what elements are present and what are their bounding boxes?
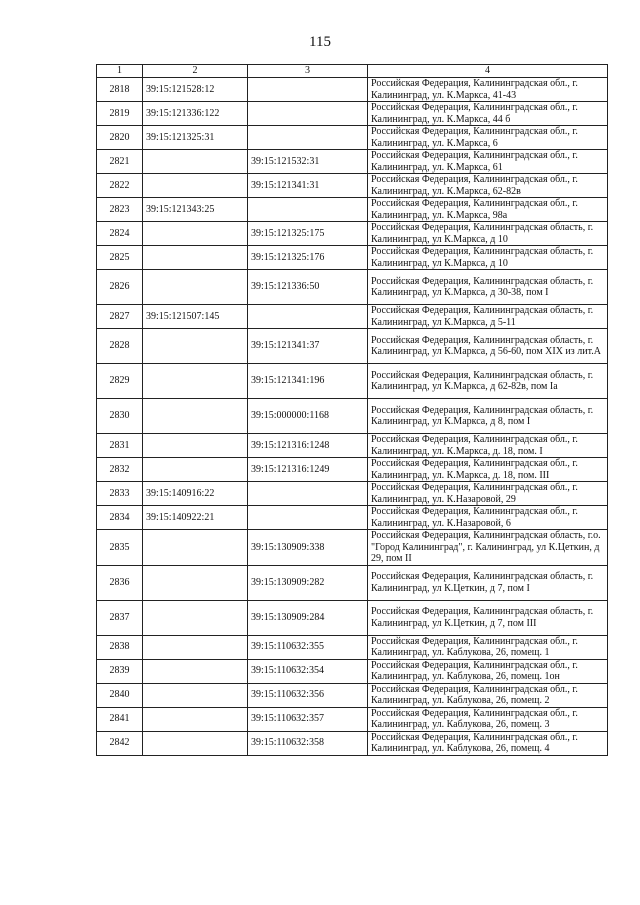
row-number: 2829 xyxy=(97,364,143,399)
column-header: 3 xyxy=(248,65,368,78)
row-number: 2837 xyxy=(97,600,143,635)
cadastral-number-land: 39:15:140922:21 xyxy=(143,506,248,530)
cadastral-number-land: 39:15:121325:31 xyxy=(143,126,248,150)
table-row xyxy=(97,270,608,305)
cadastral-number-land xyxy=(143,246,248,270)
address-cell: Российская Федерация, Калининградская обл., г. Калининград, ул. К.Маркса, 98а xyxy=(368,198,608,222)
table-row xyxy=(97,506,608,530)
cadastral-number-object xyxy=(248,506,368,530)
cadastral-number-land: 39:15:121528:12 xyxy=(143,78,248,102)
cadastral-number-object: 39:15:130909:338 xyxy=(248,530,368,566)
table-row xyxy=(97,731,608,755)
row-number: 2836 xyxy=(97,565,143,600)
cadastral-number-object xyxy=(248,482,368,506)
cadastral-number-object: 39:15:000000:1168 xyxy=(248,399,368,434)
cadastral-number-object: 39:15:121316:1248 xyxy=(248,434,368,458)
cadastral-number-object xyxy=(248,305,368,329)
cadastral-number-object: 39:15:130909:284 xyxy=(248,600,368,635)
cadastral-number-object: 39:15:110632:358 xyxy=(248,731,368,755)
column-header-row xyxy=(97,65,608,78)
row-number: 2822 xyxy=(97,174,143,198)
row-number: 2818 xyxy=(97,78,143,102)
cadastral-number-object: 39:15:110632:357 xyxy=(248,707,368,731)
table-row xyxy=(97,174,608,198)
address-cell: Российская Федерация, Калининградская область, г. Калининград, ул К.Маркса, д 10 xyxy=(368,222,608,246)
table-row xyxy=(97,482,608,506)
address-cell: Российская Федерация, Калининградская обл., г. Калининград, ул. К.Маркса, 61 xyxy=(368,150,608,174)
cadastral-number-land xyxy=(143,530,248,566)
cadastral-number-land xyxy=(143,600,248,635)
cadastral-number-land xyxy=(143,731,248,755)
row-number: 2834 xyxy=(97,506,143,530)
address-cell: Российская Федерация, Калининградская обл., г. Калининград, ул. К.Маркса, 62-82в xyxy=(368,174,608,198)
address-cell: Российская Федерация, Калининградская обл., г. Калининград, ул. Каблукова, 26, помещ. 1он xyxy=(368,659,608,683)
row-number: 2841 xyxy=(97,707,143,731)
cadastral-number-object xyxy=(248,126,368,150)
registry-table-body xyxy=(97,65,608,756)
cadastral-number-land: 39:15:140916:22 xyxy=(143,482,248,506)
table-row xyxy=(97,659,608,683)
cadastral-number-object: 39:15:121341:196 xyxy=(248,364,368,399)
row-number: 2821 xyxy=(97,150,143,174)
cadastral-number-object: 39:15:110632:354 xyxy=(248,659,368,683)
table-row xyxy=(97,530,608,566)
table-row xyxy=(97,222,608,246)
cadastral-number-land xyxy=(143,707,248,731)
row-number: 2827 xyxy=(97,305,143,329)
row-number: 2830 xyxy=(97,399,143,434)
cadastral-number-object: 39:15:121316:1249 xyxy=(248,458,368,482)
address-cell: Российская Федерация, Калининградская обл., г. Калининград, ул. Каблукова, 26, помещ. 3 xyxy=(368,707,608,731)
address-cell: Российская Федерация, Калининградская обл., г. Калининград, ул. Каблукова, 26, помещ. 2 xyxy=(368,683,608,707)
row-number: 2833 xyxy=(97,482,143,506)
table-row xyxy=(97,683,608,707)
table-row xyxy=(97,198,608,222)
column-header: 2 xyxy=(143,65,248,78)
row-number: 2842 xyxy=(97,731,143,755)
table-row xyxy=(97,329,608,364)
table-row xyxy=(97,102,608,126)
cadastral-number-land xyxy=(143,270,248,305)
address-cell: Российская Федерация, Калининградская область, г. Калининград, ул К.Цеткин, д 7, пом III xyxy=(368,600,608,635)
cadastral-number-land xyxy=(143,434,248,458)
row-number: 2831 xyxy=(97,434,143,458)
row-number: 2840 xyxy=(97,683,143,707)
row-number: 2824 xyxy=(97,222,143,246)
cadastral-number-land xyxy=(143,565,248,600)
cadastral-number-object: 39:15:110632:355 xyxy=(248,635,368,659)
cadastral-number-object: 39:15:121325:176 xyxy=(248,246,368,270)
table-row xyxy=(97,150,608,174)
table-row xyxy=(97,434,608,458)
row-number: 2835 xyxy=(97,530,143,566)
address-cell: Российская Федерация, Калининградская область, г. Калининград, ул К.Маркса, д 8, пом I xyxy=(368,399,608,434)
cadastral-number-land xyxy=(143,174,248,198)
cadastral-number-object: 39:15:121325:175 xyxy=(248,222,368,246)
cadastral-number-land xyxy=(143,364,248,399)
cadastral-number-object: 39:15:121532:31 xyxy=(248,150,368,174)
page-number: 115 xyxy=(309,34,331,50)
cadastral-number-land: 39:15:121507:145 xyxy=(143,305,248,329)
cadastral-number-land xyxy=(143,683,248,707)
registry-table xyxy=(96,64,608,756)
column-header: 4 xyxy=(368,65,608,78)
table-row xyxy=(97,399,608,434)
table-row xyxy=(97,600,608,635)
address-cell: Российская Федерация, Калининградская область, г. Калининград, ул К.Маркса, д 10 xyxy=(368,246,608,270)
cadastral-number-land xyxy=(143,635,248,659)
address-cell: Российская Федерация, Калининградская область, г. Калининград, ул К.Маркса, д 62-82в, пом Iа xyxy=(368,364,608,399)
row-number: 2820 xyxy=(97,126,143,150)
cadastral-number-object xyxy=(248,78,368,102)
cadastral-number-object xyxy=(248,102,368,126)
table-row xyxy=(97,458,608,482)
address-cell: Российская Федерация, Калининградская область, г. Калининград, ул К.Маркса, д 30-38, пом I xyxy=(368,270,608,305)
address-cell: Российская Федерация, Калининградская обл., г. Калининград, ул. К.Маркса, д. 18, пом. I xyxy=(368,434,608,458)
address-cell: Российская Федерация, Калининградская обл., г. Калининград, ул. К.Маркса, 41-43 xyxy=(368,78,608,102)
table-row xyxy=(97,364,608,399)
address-cell: Российская Федерация, Калининградская обл., г. Калининград, ул. К.Маркса, д. 18, пом. III xyxy=(368,458,608,482)
table-row xyxy=(97,78,608,102)
table-row xyxy=(97,305,608,329)
cadastral-number-object: 39:15:110632:356 xyxy=(248,683,368,707)
table-row xyxy=(97,565,608,600)
address-cell: Российская Федерация, Калининградская область, г. Калининград, ул К.Маркса, д 5-11 xyxy=(368,305,608,329)
address-cell: Российская Федерация, Калининградская обл., г. Калининград, ул. К.Назаровой, 6 xyxy=(368,506,608,530)
row-number: 2828 xyxy=(97,329,143,364)
row-number: 2838 xyxy=(97,635,143,659)
column-header: 1 xyxy=(97,65,143,78)
table-row xyxy=(97,246,608,270)
cadastral-number-land xyxy=(143,150,248,174)
cadastral-number-land xyxy=(143,222,248,246)
row-number: 2826 xyxy=(97,270,143,305)
address-cell: Российская Федерация, Калининградская область, г. Калининград, ул К.Маркса, д 56-60, пом XIX из лит.А xyxy=(368,329,608,364)
cadastral-number-land: 39:15:121336:122 xyxy=(143,102,248,126)
table-row xyxy=(97,707,608,731)
address-cell: Российская Федерация, Калининградская область, г.о. "Город Калининград", г. Калининград, ул К.Цеткин, д 29, пом II xyxy=(368,530,608,566)
cadastral-number-land xyxy=(143,659,248,683)
cadastral-number-land xyxy=(143,458,248,482)
address-cell: Российская Федерация, Калининградская обл., г. Калининград, ул. Каблукова, 26, помещ. 4 xyxy=(368,731,608,755)
row-number: 2825 xyxy=(97,246,143,270)
cadastral-number-object: 39:15:121341:31 xyxy=(248,174,368,198)
address-cell: Российская Федерация, Калининградская область, г. Калининград, ул К.Цеткин, д 7, пом I xyxy=(368,565,608,600)
cadastral-number-land xyxy=(143,399,248,434)
cadastral-number-object: 39:15:121336:50 xyxy=(248,270,368,305)
table-row xyxy=(97,126,608,150)
address-cell: Российская Федерация, Калининградская обл., г. Калининград, ул. Каблукова, 26, помещ. 1 xyxy=(368,635,608,659)
row-number: 2839 xyxy=(97,659,143,683)
cadastral-number-object: 39:15:121341:37 xyxy=(248,329,368,364)
row-number: 2819 xyxy=(97,102,143,126)
address-cell: Российская Федерация, Калининградская обл., г. Калининград, ул. К.Маркса, 44 б xyxy=(368,102,608,126)
table-row xyxy=(97,635,608,659)
cadastral-number-land xyxy=(143,329,248,364)
address-cell: Российская Федерация, Калининградская обл., г. Калининград, ул. К.Назаровой, 29 xyxy=(368,482,608,506)
cadastral-number-object: 39:15:130909:282 xyxy=(248,565,368,600)
row-number: 2832 xyxy=(97,458,143,482)
cadastral-number-land: 39:15:121343:25 xyxy=(143,198,248,222)
row-number: 2823 xyxy=(97,198,143,222)
cadastral-number-object xyxy=(248,198,368,222)
address-cell: Российская Федерация, Калининградская обл., г. Калининград, ул. К.Маркса, 6 xyxy=(368,126,608,150)
